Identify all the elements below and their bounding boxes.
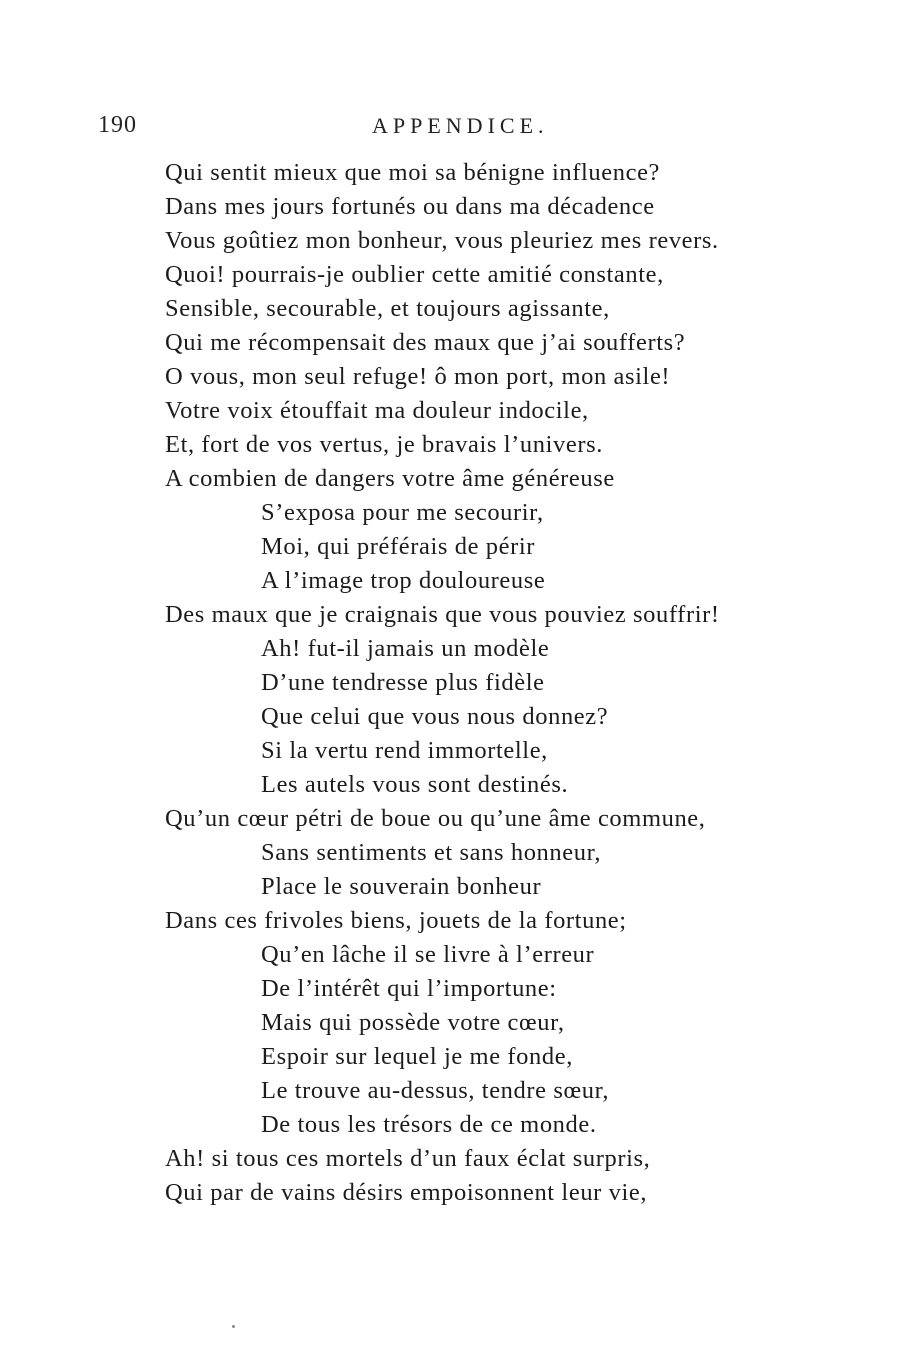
verse-line: Votre voix étouffait ma douleur indocile, — [165, 397, 589, 424]
verse-line: A combien de dangers votre âme généreuse — [165, 465, 615, 492]
verse-line: Qu’un cœur pétri de boue ou qu’une âme commune, — [165, 805, 706, 832]
verse-line: Sensible, secourable, et toujours agissante, — [165, 295, 610, 322]
page-number: 190 — [98, 112, 137, 138]
verse-line: Qui par de vains désirs empoisonnent leur vie, — [165, 1179, 648, 1206]
verse-line: Et, fort de vos vertus, je bravais l’univers. — [165, 431, 603, 458]
verse-line: S’exposa pour me secourir, — [261, 499, 544, 526]
paper-speck — [232, 1325, 235, 1328]
poem-body — [0, 156, 900, 1210]
verse-line: Le trouve au-dessus, tendre sœur, — [261, 1077, 610, 1104]
verse-line: Les autels vous sont destinés. — [261, 771, 569, 798]
verse-line: Place le souverain bonheur — [261, 873, 542, 900]
verse-line: Sans sentiments et sans honneur, — [261, 839, 602, 866]
verse-line: Dans ces frivoles biens, jouets de la fortune; — [165, 907, 627, 934]
verse-line: Vous goûtiez mon bonheur, vous pleuriez mes revers. — [165, 227, 719, 254]
verse-line: Ah! fut-il jamais un modèle — [261, 635, 550, 662]
verse-line: Dans mes jours fortunés ou dans ma décadence — [165, 193, 655, 220]
verse-line: Ah! si tous ces mortels d’un faux éclat surpris, — [165, 1145, 651, 1172]
verse-line: Si la vertu rend immortelle, — [261, 737, 548, 764]
verse-line: Qui me récompensait des maux que j’ai soufferts? — [165, 329, 686, 356]
verse-line: Qui sentit mieux que moi sa bénigne influence? — [165, 159, 661, 186]
verse-line: Moi, qui préférais de périr — [261, 533, 536, 560]
running-head: APPENDICE. — [372, 113, 549, 138]
verse-line: De tous les trésors de ce monde. — [261, 1111, 597, 1138]
verse-line: Des maux que je craignais que vous pouviez souffrir! — [165, 601, 720, 628]
verse-line: A l’image trop douloureuse — [261, 567, 546, 594]
verse-line: De l’intérêt qui l’importune: — [261, 975, 557, 1002]
verse-line: Espoir sur lequel je me fonde, — [261, 1043, 573, 1070]
verse-line: Qu’en lâche il se livre à l’erreur — [261, 941, 595, 968]
verse-line: D’une tendresse plus fidèle — [261, 669, 545, 696]
verse-line: Mais qui possède votre cœur, — [261, 1009, 565, 1036]
verse-line: Que celui que vous nous donnez? — [261, 703, 609, 730]
verse-line: O vous, mon seul refuge! ô mon port, mon asile! — [165, 363, 671, 390]
verse-line: Quoi! pourrais-je oublier cette amitié constante, — [165, 261, 664, 288]
